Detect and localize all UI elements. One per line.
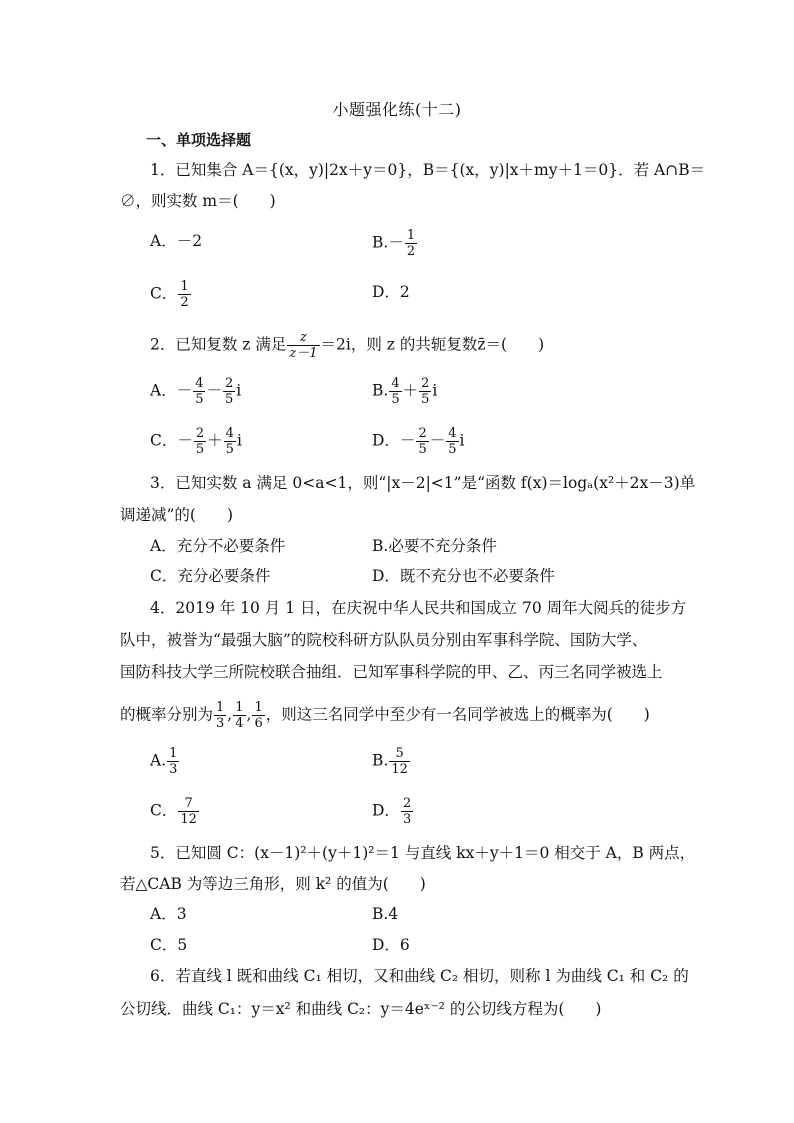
question-5-option-a: A．3: [150, 905, 187, 923]
question-3-option-c: C．充分必要条件: [150, 567, 271, 585]
denominator: 6: [254, 716, 263, 731]
fraction: [287, 330, 319, 361]
question-4-option-d: [372, 796, 414, 827]
question-2-option-b: [372, 376, 437, 407]
operator: ＋: [207, 431, 223, 450]
denominator: z－1: [289, 346, 318, 361]
fraction: [178, 796, 199, 827]
fraction: [167, 746, 179, 777]
numerator: 1: [169, 746, 178, 761]
operator: ＋: [402, 381, 419, 400]
question-text: 的概率分别为: [120, 705, 214, 724]
numerator: 2: [421, 376, 430, 391]
denominator: 5: [418, 442, 427, 457]
numerator: z: [287, 330, 319, 346]
fraction: [214, 700, 226, 731]
question-3-line-1: 3．已知实数 a 满足 0<a<1，则“|x－2|<1”是“函数 f(x)＝logₐ(x²＋2x－3)单: [150, 474, 696, 492]
question-1-option-c: [150, 279, 192, 310]
fraction: [416, 426, 428, 457]
question-4-option-a: [150, 746, 180, 777]
fraction: [389, 746, 410, 777]
fraction: [178, 279, 190, 310]
question-1-option-b: [372, 228, 418, 259]
option-prefix: D．: [372, 801, 400, 820]
operator: －: [206, 381, 222, 400]
fraction: [405, 228, 417, 259]
fraction: [223, 376, 235, 407]
option-prefix: C．－: [150, 431, 193, 450]
denominator: 2: [406, 244, 416, 259]
question-4-line-1: 4．2019 年 10 月 1 日，在庆祝中华人民共和国成立 70 周年大阅兵的徒步方: [150, 599, 687, 617]
denominator: 5: [448, 442, 457, 457]
question-5-line-2: 若△CAB 为等边三角形，则 k² 的值为( ): [120, 875, 426, 893]
numerator: 4: [448, 426, 457, 441]
denominator: 3: [169, 762, 178, 777]
fraction: [401, 796, 413, 827]
question-4-line-3: 国防科技大学三所院校联合抽组．已知军事科学院的甲、乙、丙三名同学被选上: [120, 663, 663, 681]
option-prefix: B.: [372, 381, 389, 400]
imaginary-unit: i: [236, 381, 242, 400]
fraction: [193, 376, 205, 407]
question-4-option-c: [150, 796, 200, 827]
question-2-option-a: [150, 376, 241, 407]
fraction: [419, 376, 431, 407]
denominator: 12: [180, 812, 197, 827]
option-prefix: C．: [150, 801, 178, 820]
fraction: [389, 376, 401, 407]
question-4-line-4: 的概率分别为 $\frac{1}{3}$ , $\frac{1}{4}$ , $\frac{1}{6}$ ，则这三名同学中至少有一名同学被选上的概率为( ): [120, 700, 650, 731]
numerator: 1: [216, 700, 225, 715]
numerator: 4: [225, 426, 234, 441]
question-1-line-1: 1．已知集合 A＝{(x，y)|2x＋y＝0}，B＝{(x，y)|x＋my＋1＝0}．若 A∩B＝: [150, 161, 706, 179]
numerator: 1: [180, 279, 189, 294]
numerator: 4: [391, 376, 400, 391]
numerator: 2: [195, 426, 205, 441]
denominator: 3: [216, 716, 225, 731]
numerator: 1: [406, 228, 416, 243]
fraction: [252, 700, 264, 731]
question-text: ，则这三名同学中至少有一名同学被选上的概率为( ): [265, 705, 650, 724]
question-1-option-d: D．2: [372, 283, 410, 301]
option-prefix: D．－: [372, 431, 416, 450]
page-title: 小题强化练(十二): [332, 100, 462, 119]
fraction: [446, 426, 458, 457]
denominator: 12: [391, 762, 408, 777]
denominator: 5: [225, 442, 234, 457]
option-prefix: C．: [150, 284, 178, 303]
fraction: [224, 426, 236, 457]
question-3-option-d: D．既不充分也不必要条件: [372, 567, 555, 585]
option-prefix: A．－: [150, 381, 193, 400]
numerator: 1: [235, 700, 244, 715]
denominator: 5: [391, 392, 400, 407]
fraction: [233, 700, 245, 731]
denominator: 5: [225, 392, 234, 407]
denominator: 5: [195, 392, 204, 407]
denominator: 3: [402, 812, 412, 827]
question-text: ＝2i，则 z 的共轭复数z̄＝( ): [320, 335, 545, 354]
question-3-line-2: 调递减”的( ): [120, 506, 234, 524]
numerator: 5: [389, 746, 410, 762]
denominator: 4: [235, 716, 244, 731]
option-prefix: B.: [372, 751, 389, 770]
question-6-line-1: 6．若直线 l 既和曲线 C₁ 相切，又和曲线 C₂ 相切，则称 l 为曲线 C₁ 和 C₂ 的: [150, 967, 689, 985]
section-heading: 一、单项选择题: [146, 131, 252, 149]
question-5-option-c: C．5: [150, 936, 188, 954]
denominator: 2: [180, 295, 189, 310]
numerator: 7: [178, 796, 199, 812]
numerator: 4: [195, 376, 204, 391]
question-text: 2．已知复数 z 满足: [150, 335, 287, 354]
question-2-option-c: [150, 426, 242, 457]
question-2-option-d: [372, 426, 464, 457]
numerator: 2: [225, 376, 234, 391]
question-5-option-d: D．6: [372, 936, 410, 954]
question-3-option-b: B.必要不充分条件: [372, 537, 497, 555]
question-4-line-2: 队中，被誉为“最强大脑”的院校科研方队队员分别由军事科学院、国防大学、: [120, 631, 648, 649]
denominator: 5: [421, 392, 430, 407]
question-6-line-2: 公切线．曲线 C₁：y＝x² 和曲线 C₂：y＝4eˣ⁻² 的公切线方程为( ): [120, 1000, 602, 1018]
question-4-option-b: [372, 746, 411, 777]
question-3-option-a: A．充分不必要条件: [150, 537, 286, 555]
question-1-option-a: A．－2: [150, 232, 203, 250]
fraction: [194, 426, 206, 457]
denominator: 5: [195, 442, 205, 457]
numerator: 2: [402, 796, 412, 811]
numerator: 2: [418, 426, 427, 441]
numerator: 1: [254, 700, 263, 715]
imaginary-unit: i: [432, 381, 438, 400]
question-1-line-2: ∅，则实数 m＝( ): [120, 192, 276, 210]
option-prefix: A.: [150, 751, 167, 770]
question-5-option-b: B.4: [372, 905, 399, 923]
operator: －: [429, 431, 446, 450]
imaginary-unit: i: [236, 431, 242, 450]
option-prefix: B.－: [372, 233, 404, 252]
question-2-line-1: [150, 330, 544, 361]
imaginary-unit: i: [459, 431, 465, 450]
question-5-line-1: 5．已知圆 C：(x－1)²＋(y＋1)²＝1 与直线 kx＋y＋1＝0 相交于 A，B 两点，: [150, 844, 696, 862]
